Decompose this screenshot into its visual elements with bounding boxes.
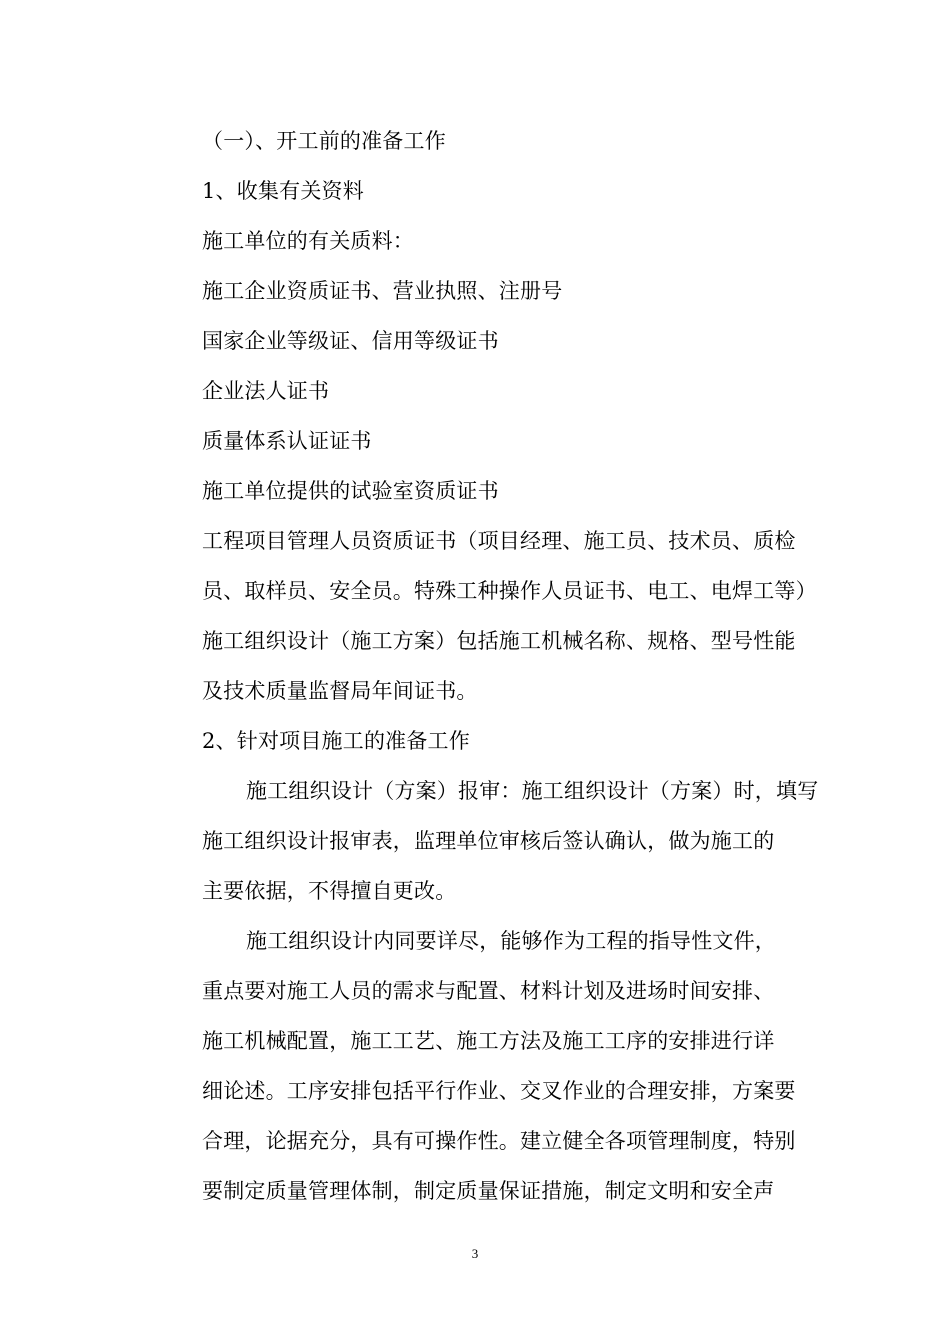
paragraph-line: 施工组织设计报审表，监理单位审核后签认确认，做为施工的: [202, 829, 775, 853]
text-line: 及技术质量监督局年间证书。: [202, 679, 478, 703]
page-number: 3: [471, 1246, 479, 1261]
paragraph-line: 合理，论据充分，具有可操作性。建立健全各项管理制度，特别: [202, 1129, 796, 1153]
section-heading: （一）、开工前的准备工作: [202, 129, 446, 153]
paragraph-line: 施工机械配置，施工工艺、施工方法及施工工序的安排进行详: [202, 1029, 775, 1053]
paragraph-line: 施工组织设计（方案）报审：施工组织设计（方案）时，填写: [246, 779, 819, 803]
text-line: 企业法人证书: [202, 379, 330, 403]
text-line: 施工单位的有关质料：: [202, 229, 414, 253]
text-line: 国家企业等级证、信用等级证书: [202, 329, 499, 353]
paragraph-line: 重点要对施工人员的需求与配置、材料计划及进场时间安排、: [202, 979, 775, 1003]
subheading-collect-materials: 1、收集有关资料: [202, 179, 364, 203]
text-line: 质量体系认证证书: [202, 429, 372, 453]
text-line: 工程项目管理人员资质证书（项目经理、施工员、技术员、质检: [202, 529, 796, 553]
paragraph-line: 细论述。工序安排包括平行作业、交叉作业的合理安排，方案要: [202, 1079, 796, 1103]
paragraph-line: 主要依据，不得擅自更改。: [202, 879, 457, 903]
paragraph-line: 要制定质量管理体制，制定质量保证措施，制定文明和安全声: [202, 1179, 775, 1203]
text-line: 施工组织设计（施工方案）包括施工机械名称、规格、型号性能: [202, 629, 796, 653]
subheading-project-preparation: 2、针对项目施工的准备工作: [202, 729, 470, 753]
paragraph-line: 施工组织设计内同要详尽，能够作为工程的指导性文件，: [246, 929, 776, 953]
text-line: 施工单位提供的试验室资质证书: [202, 479, 499, 503]
text-line: 员、取样员、安全员。特殊工种操作人员证书、电工、电焊工等）: [202, 579, 817, 603]
text-line: 施工企业资质证书、营业执照、注册号: [202, 279, 563, 303]
